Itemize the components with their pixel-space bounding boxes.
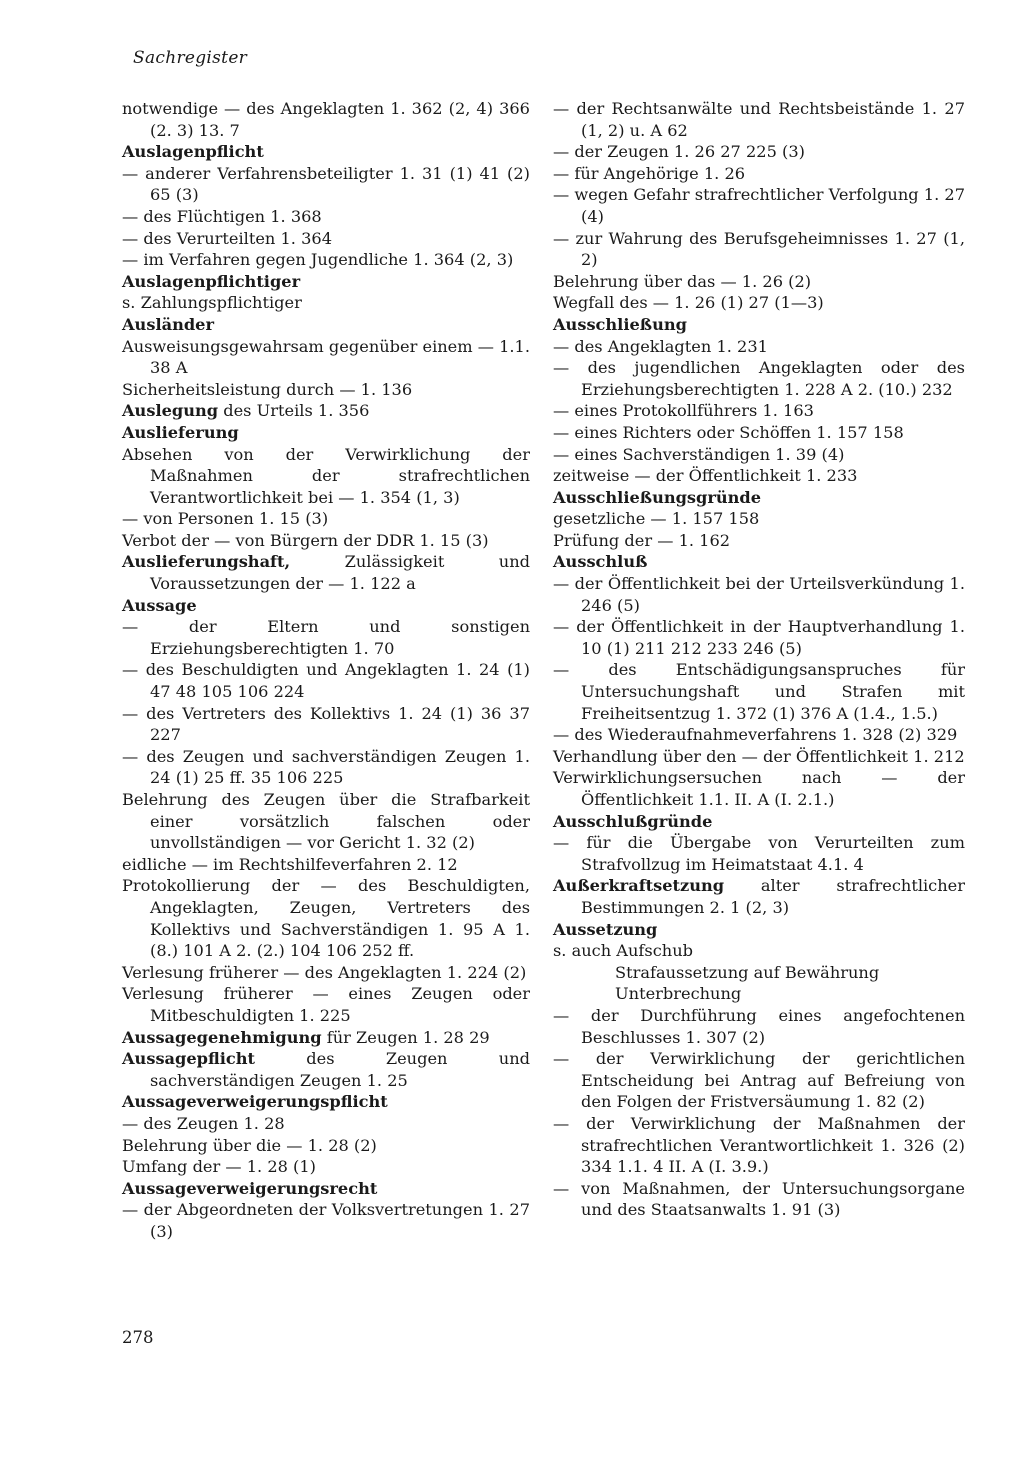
index-heading: Aussagepflicht — [122, 1049, 256, 1069]
index-crossref: Strafaussetzung auf Bewährung — [615, 962, 880, 982]
index-entry-text: alter strafrechtlicher Bestimmungen 2. 1 (2, 3) — [581, 876, 965, 917]
index-entry: Prüfung der — 1. 162 — [553, 530, 731, 550]
index-entry: Verlesung früherer — des Angeklagten 1. 224 (2) — [122, 962, 527, 982]
index-subentry: — des Zeugen 1. 28 — [122, 1113, 285, 1133]
index-entry: Absehen von der Verwirklichung der Maßnahmen der strafrechtlichen Verantwortlichkeit bei — 1. 354 (1, 3) — [122, 444, 530, 507]
index-subentry: — der Verwirklichung der Maßnahmen der strafrechtlichen Verantwortlichkeit 1. 326 (2) 334 1.1. 4 II. A (I. 3.9.) — [553, 1113, 965, 1177]
index-entry: Ausweisungsgewahrsam gegenüber einem — 1.1. 38 A — [122, 336, 530, 378]
index-heading: Auslagenpflichtiger — [122, 271, 301, 291]
index-entry-text: Zulässigkeit und Voraussetzungen der — 1. 122 a — [150, 552, 530, 594]
index-subentry: — zur Wahrung des Berufsgeheimnisses 1. 27 (1, 2) — [553, 228, 965, 270]
page-header: Sachregister — [133, 48, 248, 68]
index-subentry: — für Angehörige 1. 26 — [553, 163, 746, 183]
index-heading: Aussageverweigerungsrecht — [122, 1178, 378, 1198]
index-entry: Verbot der — von Bürgern der DDR 1. 15 (3) — [122, 530, 489, 550]
index-subentry: — des Angeklagten 1. 231 — [553, 336, 768, 356]
index-subentry: — anderer Verfahrensbeteiligter 1. 31 (1) 41 (2) 65 (3) — [122, 163, 530, 205]
index-subentry: — der Verwirklichung der gerichtlichen Entscheidung bei Antrag auf Befreiung von den Folgen der Fristversäumung 1. 82 (2) — [553, 1049, 965, 1112]
index-subentry: — im Verfahren gegen Jugendliche 1. 364 (2, 3) — [122, 250, 514, 270]
index-entry: gesetzliche — 1. 157 158 — [553, 509, 760, 529]
index-subentry: — des Beschuldigten und Angeklagten 1. 24 (1) 47 48 105 106 224 — [122, 660, 530, 702]
index-entry: Belehrung über das — 1. 26 (2) — [553, 271, 812, 291]
index-subentry: — des Verurteilten 1. 364 — [122, 228, 332, 248]
index-crossref: Unterbrechung — [615, 984, 742, 1004]
index-entry: notwendige — des Angeklagten 1. 362 (2, 4) 366 (2. 3) 13. 7 — [122, 99, 530, 140]
index-subentry: — des Zeugen und sachverständigen Zeugen 1. 24 (1) 25 ff. 35 106 225 — [122, 746, 530, 788]
index-subentry: — eines Sachverständigen 1. 39 (4) — [553, 444, 845, 464]
index-heading: Ausschließungsgründe — [553, 487, 762, 507]
index-subentry: — des jugendlichen Angeklagten oder des Erziehungsberechtigten 1. 228 A 2. (10.) 232 — [553, 358, 965, 399]
index-entry — [122, 551, 530, 594]
index-subentry: — von Maßnahmen, der Untersuchungsorgane und des Staatsanwalts 1. 91 (3) — [553, 1178, 965, 1220]
index-subentry: — des Flüchtigen 1. 368 — [122, 206, 322, 226]
index-subentry: — des Entschädigungsanspruches für Untersuchungshaft und Strafen mit Freiheitsentzug 1. 372 (1) 376 A (1.4., 1.5.) — [553, 660, 965, 723]
index-subentry: — eines Richters oder Schöffen 1. 157 158 — [553, 422, 904, 442]
index-entry: Belehrung des Zeugen über die Strafbarkeit einer vorsätzlich falschen oder unvollständigen — vor Gericht 1. 32 (2) — [122, 790, 530, 853]
index-entry: eidliche — im Rechtshilfeverfahren 2. 12 — [122, 854, 458, 874]
index-subentry: — der Durchführung eines angefochtenen Beschlusses 1. 307 (2) — [553, 1005, 965, 1047]
index-heading: Außerkraftsetzung — [553, 876, 725, 896]
index-subentry: — der Zeugen 1. 26 27 225 (3) — [553, 142, 805, 162]
index-subentry: — der Eltern und sonstigen Erziehungsberechtigten 1. 70 — [122, 617, 530, 658]
index-subentry: — der Öffentlichkeit bei der Urteilsverkündung 1. 246 (5) — [553, 574, 965, 615]
index-entry: Umfang der — 1. 28 (1) — [122, 1157, 316, 1177]
index-entry — [553, 875, 965, 918]
index-entry: Verlesung früherer — eines Zeugen oder Mitbeschuldigten 1. 225 — [122, 984, 530, 1025]
page-number: 278 — [122, 1328, 154, 1347]
index-entry: s. auch Aufschub — [553, 941, 694, 961]
index-heading: Aussage — [122, 595, 197, 615]
index-heading: Auslieferung — [122, 422, 239, 442]
index-column-right — [553, 98, 965, 1221]
index-subentry: — von Personen 1. 15 (3) — [122, 509, 329, 529]
index-heading: Aussetzung — [553, 919, 658, 939]
index-heading: Ausschließung — [553, 314, 687, 334]
index-heading: Aussageverweigerungspflicht — [122, 1092, 388, 1112]
index-entry: Verwirklichungsersuchen nach — der Öffentlichkeit 1.1. II. A (I. 2.1.) — [553, 768, 965, 809]
index-entry-text: für Zeugen 1. 28 29 — [321, 1027, 490, 1047]
index-column-left — [122, 98, 530, 1242]
index-entry: Wegfall des — 1. 26 (1) 27 (1—3) — [553, 293, 824, 313]
index-subentry: — der Rechtsanwälte und Rechtsbeistände 1. 27 (1, 2) u. A 62 — [553, 99, 965, 140]
index-entry — [122, 1048, 530, 1091]
index-heading: Ausschlußgründe — [553, 811, 713, 831]
index-subentry: — der Abgeordneten der Volksvertretungen 1. 27 (3) — [122, 1200, 530, 1241]
index-entry-text: des Urteils 1. 356 — [218, 401, 370, 421]
index-heading: Ausländer — [122, 314, 214, 334]
index-heading: Auslegung — [122, 401, 219, 421]
index-heading: Ausschluß — [553, 552, 648, 572]
index-entry: s. Zahlungspflichtiger — [122, 293, 302, 313]
index-entry: Protokollierung der — des Beschuldigten, Angeklagten, Zeugen, Vertreters des Kollektivs und Sachverständigen 1. 95 A 1. (8.) 101 A 2. (2.) 104 106 252 ff. — [122, 876, 530, 961]
index-subentry: — der Öffentlichkeit in der Hauptverhandlung 1. 10 (1) 211 212 233 246 (5) — [553, 617, 965, 658]
index-heading: Auslieferungshaft, — [122, 552, 291, 572]
index-entry: Sicherheitsleistung durch — 1. 136 — [122, 379, 413, 399]
index-entry: zeitweise — der Öffentlichkeit 1. 233 — [553, 466, 858, 486]
index-subentry: — für die Übergabe von Verurteilten zum Strafvollzug im Heimatstaat 4.1. 4 — [553, 833, 965, 874]
index-entry-text: des Zeugen und sachverständigen Zeugen 1. 25 — [150, 1049, 530, 1090]
index-subentry: — des Vertreters des Kollektivs 1. 24 (1) 36 37 227 — [122, 703, 530, 745]
index-entry: Verhandlung über den — der Öffentlichkeit 1. 212 — [553, 746, 965, 766]
index-heading: Auslagenpflicht — [122, 142, 264, 162]
index-heading: Aussagegenehmigung — [122, 1027, 322, 1047]
index-subentry: — wegen Gefahr strafrechtlicher Verfolgung 1. 27 (4) — [553, 185, 965, 226]
index-entry — [122, 400, 530, 422]
index-subentry: — eines Protokollführers 1. 163 — [553, 401, 814, 421]
index-entry: Belehrung über die — 1. 28 (2) — [122, 1135, 377, 1155]
index-entry — [122, 1027, 530, 1049]
index-subentry: — des Wiederaufnahmeverfahrens 1. 328 (2) 329 — [553, 725, 958, 745]
